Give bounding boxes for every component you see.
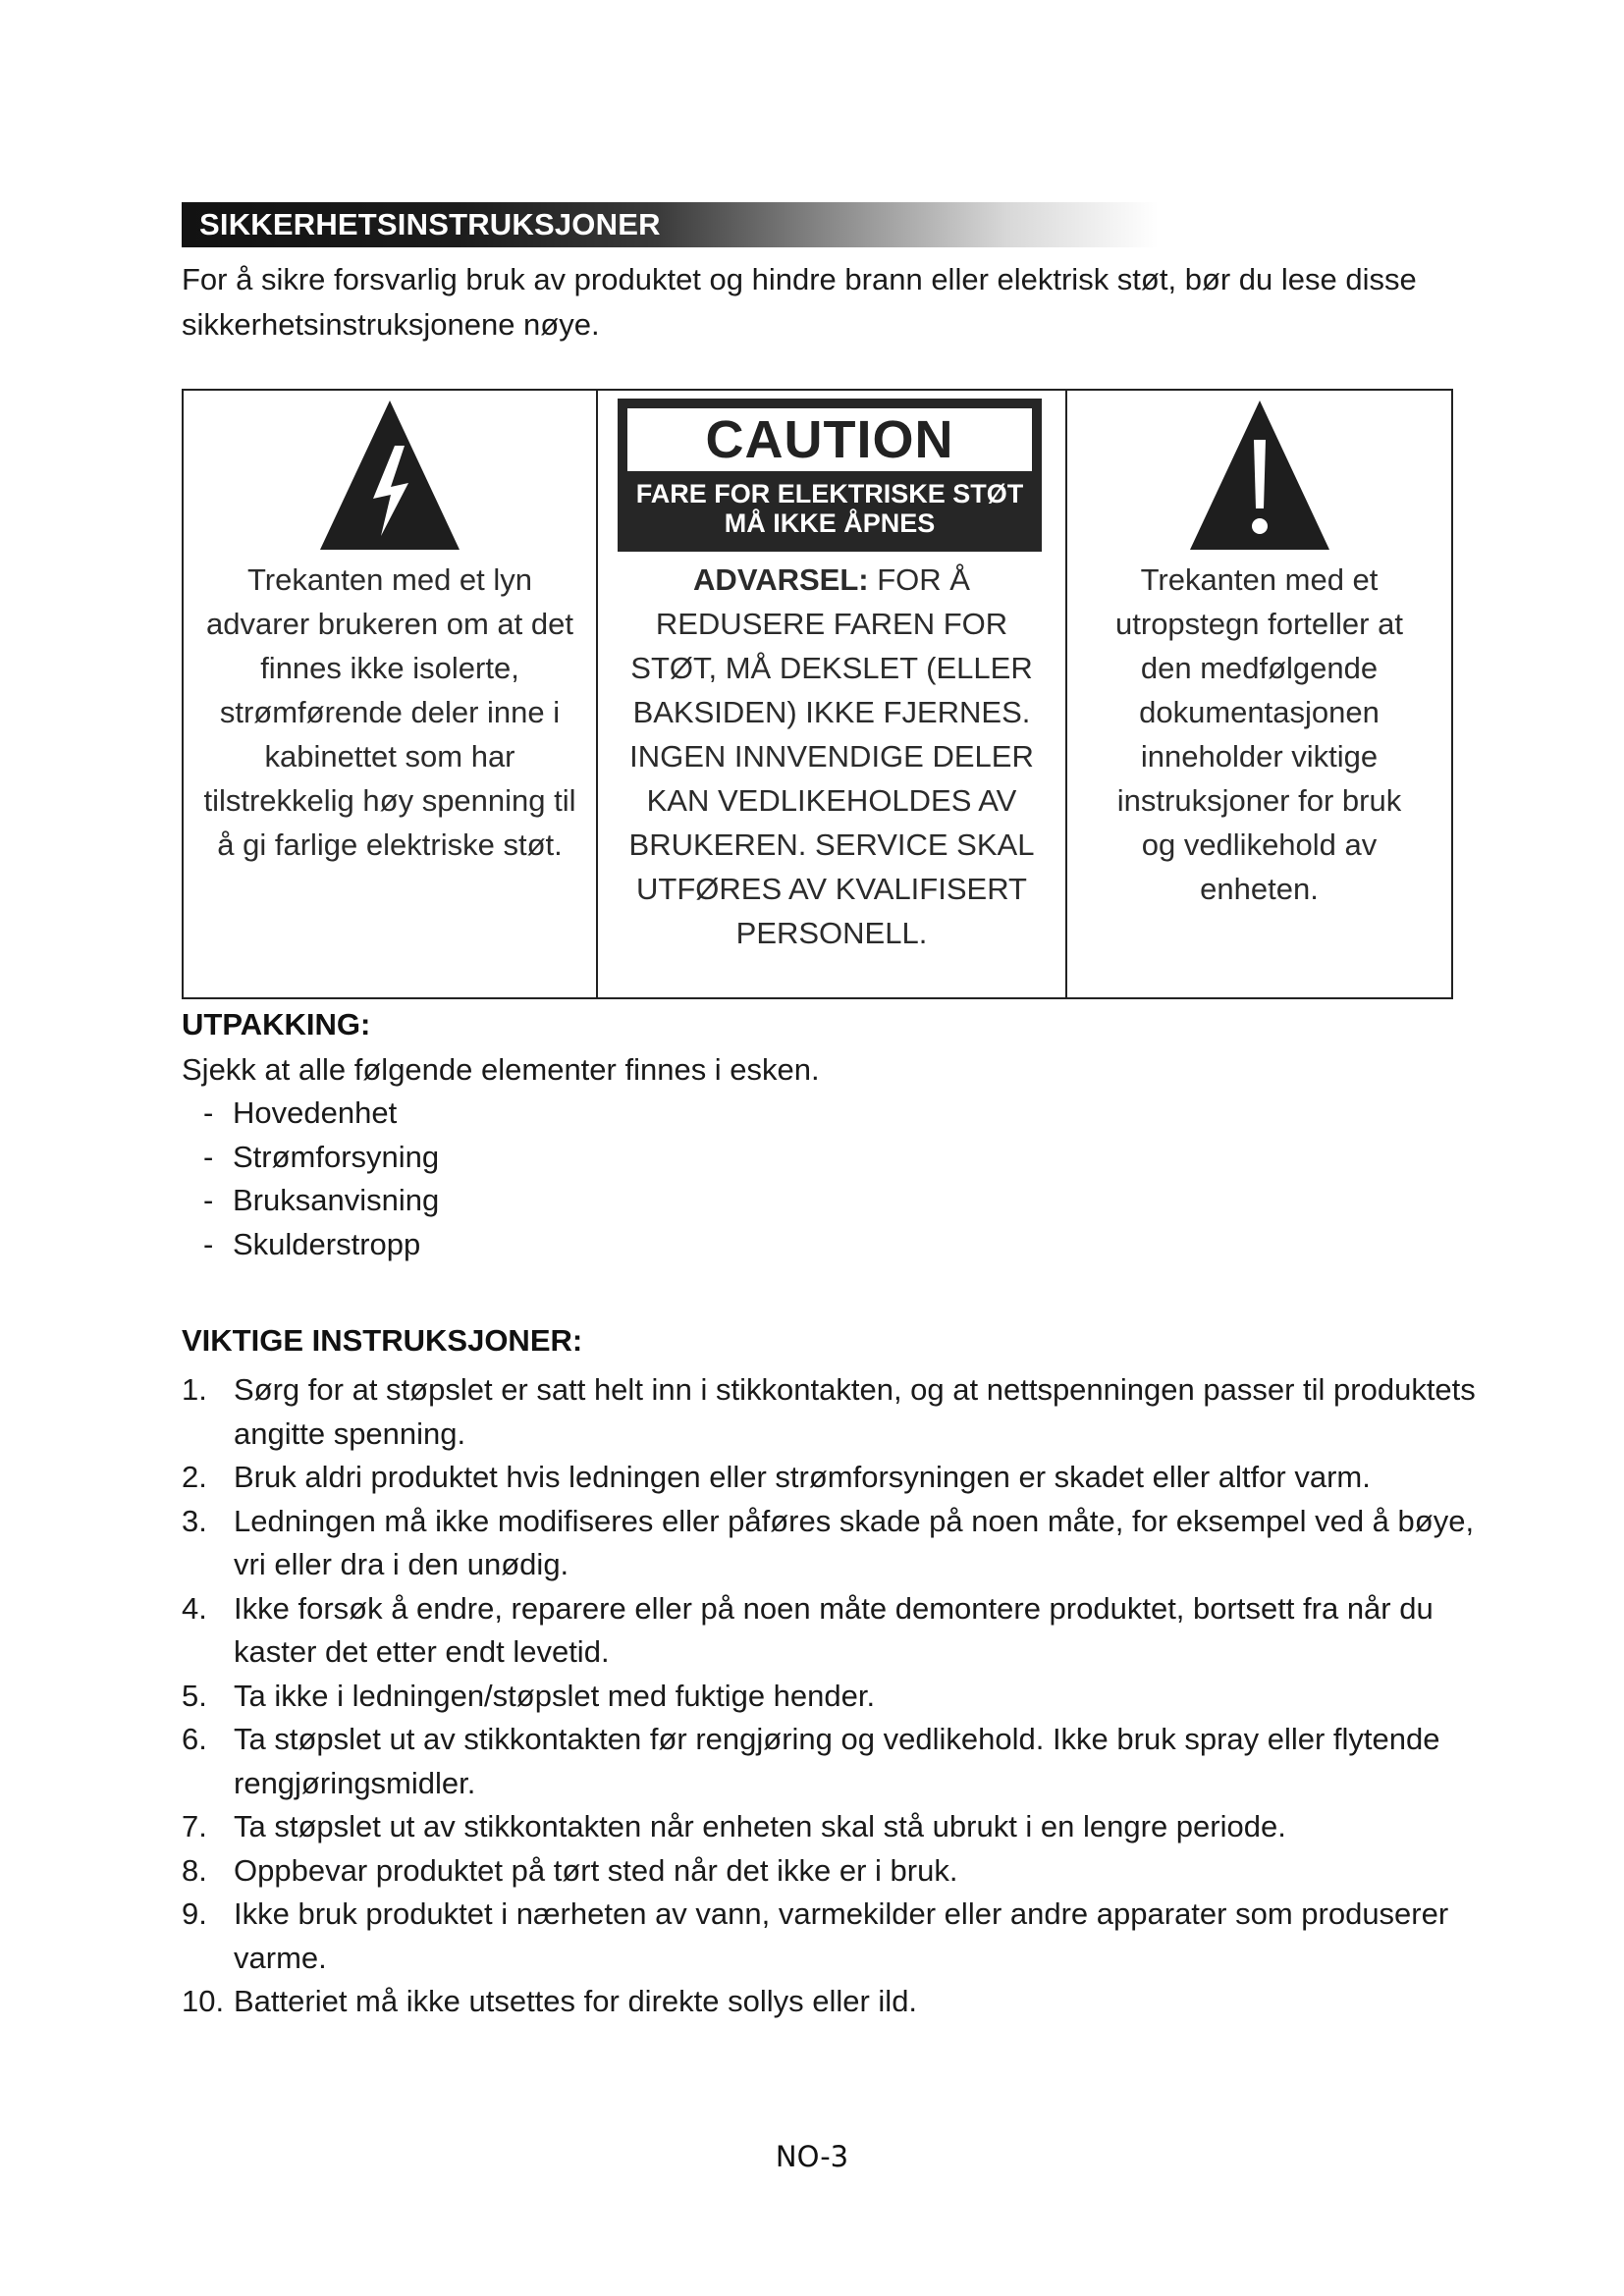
- advarsel-text: FOR Å REDUSERE FAREN FOR STØT, MÅ DEKSLET (ELLER BAKSIDEN) IKKE FJERNES. INGEN INNVENDIGE DELER KAN VEDLIKEHOLDES AV BRUKEREN. SERVICE SKAL UTFØRES AV KVALIFISERT PERSONELL.: [628, 562, 1035, 950]
- section-title: SIKKERHETSINSTRUKSJONER: [199, 207, 661, 241]
- list-item: 6. Ta støpslet ut av stikkontakten før rengjøring og vedlikehold. Ikke bruk spray eller flytende rengjøringsmidler.: [182, 1722, 1440, 1800]
- list-item: 8. Oppbevar produktet på tørt sted når det ikke er i bruk.: [182, 1852, 958, 1888]
- intro-paragraph: For å sikre forsvarlig bruk av produktet og hindre brann eller elektrisk støt, bør du lese disse sikkerhetsinstruksjonene nøye.: [182, 262, 1417, 342]
- unpacking-list: [203, 1092, 439, 1266]
- important-heading: VIKTIGE INSTRUKSJONER:: [182, 1323, 583, 1358]
- lightning-description: Trekanten med et lyn advarer brukeren om at det finnes ikke isolerte, strømførende deler inne i kabinettet som har tilstrekkelig høy spenning til å gi farlige elektriske støt.: [203, 562, 576, 862]
- unpacking-heading: UTPAKKING:: [182, 1007, 371, 1041]
- list-item: 3. Ledningen må ikke modifiseres eller påføres skade på noen måte, for eksempel ved å bøye, vri eller dra i den unødig.: [182, 1503, 1475, 1581]
- exclamation-triangle-icon: [1186, 397, 1333, 554]
- list-item: 5. Ta ikke i ledningen/støpslet med fuktige hender.: [182, 1678, 876, 1713]
- exclamation-cell: [1067, 391, 1451, 997]
- list-item: 10. Batteriet må ikke utsettes for direkte sollys eller ild.: [182, 1984, 918, 2018]
- list-item: 4. Ikke forsøk å endre, reparere eller på noen måte demontere produktet, bortsett fra når du kaster det etter endt levetid.: [182, 1590, 1434, 1669]
- list-item: 2. Bruk aldri produktet hvis ledningen eller strømforsyningen er skadet eller altfor varm.: [182, 1460, 1371, 1494]
- exclamation-description: Trekanten med et utropstegn forteller at den medfølgende dokumentasjonen inneholder viktige instruksjoner for bruk og vedlikehold av enheten.: [1115, 562, 1403, 906]
- caution-line-1: FARE FOR ELEKTRISKE STØT: [635, 479, 1024, 508]
- list-item: 9. Ikke bruk produktet i nærheten av vann, varmekilder eller andre apparater som produserer varme.: [182, 1896, 1449, 1975]
- list-item: 7. Ta støpslet ut av stikkontakten når enheten skal stå ubrukt i en lengre periode.: [182, 1809, 1286, 1843]
- page-number: NO-3: [775, 2140, 849, 2173]
- caution-cell: [598, 391, 1067, 997]
- unpacking-intro: Sjekk at alle følgende elementer finnes i esken.: [182, 1052, 820, 1087]
- important-list: [182, 1368, 1478, 2024]
- caution-title: CAUTION: [705, 410, 954, 469]
- list-item: - Skulderstropp: [203, 1226, 421, 1261]
- section-banner: [182, 202, 1434, 247]
- caution-label: [618, 399, 1042, 552]
- warning-table: [182, 389, 1453, 999]
- list-item: - Bruksanvisning: [203, 1183, 440, 1217]
- list-item: - Strømforsyning: [203, 1139, 440, 1174]
- caution-description: [598, 558, 1065, 955]
- lightning-triangle-icon: [316, 397, 463, 554]
- caution-line-2: MÅ IKKE ÅPNES: [724, 508, 936, 538]
- list-item: - Hovedenhet: [203, 1095, 398, 1130]
- advarsel-label: ADVARSEL:: [693, 562, 869, 597]
- lightning-cell: [184, 391, 598, 997]
- list-item: 1. Sørg for at støpslet er satt helt inn i stikkontakten, og at nettspenningen passer til produktets angitte spenning.: [182, 1372, 1476, 1451]
